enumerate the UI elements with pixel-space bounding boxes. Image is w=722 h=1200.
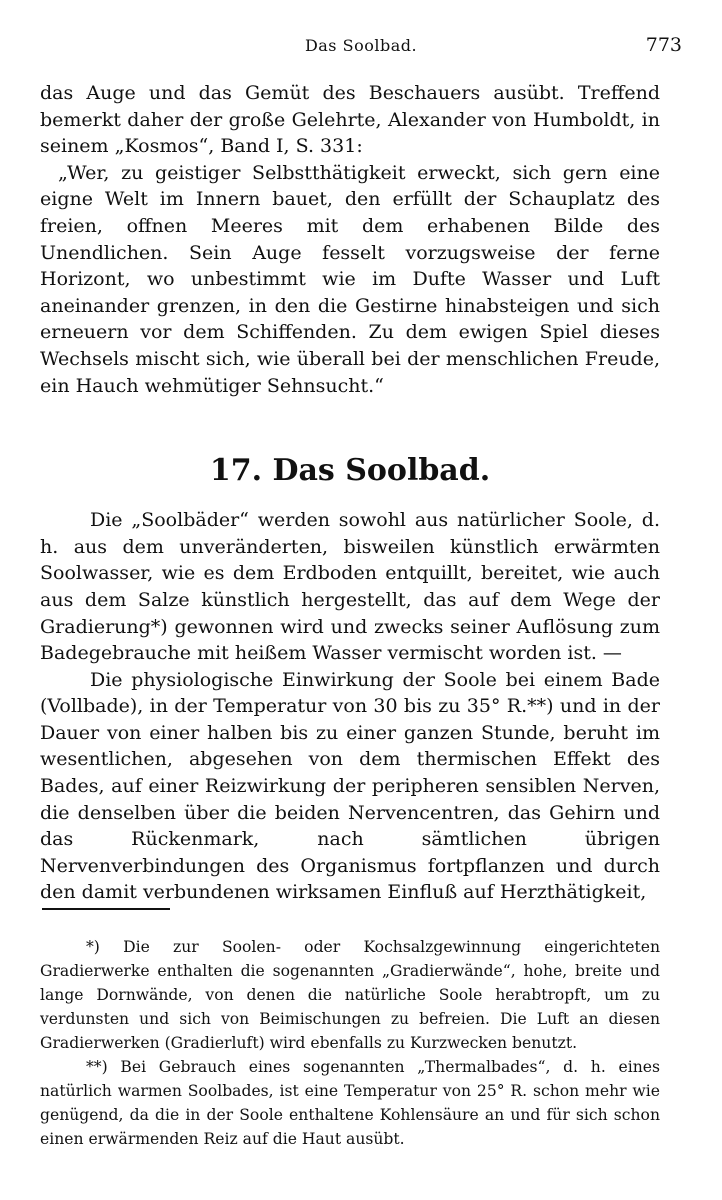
footnote: **) Bei Gebrauch eines sogenannten „Thermalbades“, d. h. eines natürlich warmen Soolbades, ist eine Temperatur von 25° R. schon mehr wie genügend, da die in der Soole enthaltene Kohlensäure an und für sich schon einen erwärmenden Reiz auf die Haut ausübt. [40,1058,660,1148]
body-text [40,80,660,906]
footnote: *) Die zur Soolen- oder Kochsalzgewinnung eingerichteten Gradierwerke enthalten die sogenannten „Gradierwände“, hohe, breite und lange Dornwände, von denen die natürliche Soole herabtropft, um zu verdunsten und sich von Beimischungen zu befreien. Die Luft an diesen Gradierwerken (Gradierluft) wird ebenfalls zu Kurzwecken benutzt. [40,938,660,1052]
footnote-divider [42,908,170,910]
section-paragraph: Die physiologische Einwirkung der Soole bei einem Bade (Vollbade), in der Temperatur von 30 bis zu 35° R.**) und in der Dauer von einer halben bis zu einer ganzen Stunde, beruht im wesentlichen, abgesehen von dem thermischen Effekt des Bades, auf einer Reizwirkung der peripheren sensiblen Nerven, die denselben über die beiden Nervencentren, das Gehirn und das Rückenmark, nach sämtlichen übrigen Nervenverbindungen des Organismus fortpflanzen und durch den damit verbundenen wirksamen Einfluß auf Herzthätigkeit, [40,668,660,904]
humboldt-quote: „Wer, zu geistiger Selbstthätigkeit erweckt, sich gern eine eigne Welt im Innern bauet, den erfüllt der Schauplatz des freien, offnen Meeres mit dem erhabenen Bilde des Unendlichen. Sein Auge fesselt vorzugsweise der ferne Horizont, wo unbestimmt wie im Dufte Wasser und Luft aneinander grenzen, in den die Gestirne hinabsteigen und sich erneuern vor dem Schiffenden. Zu dem ewigen Spiel dieses Wechsels mischt sich, wie überall bei der menschlichen Freude, ein Hauch wehmütiger Sehnsucht.“ [40,161,660,397]
intro-paragraph: das Auge und das Gemüt des Beschauers ausübt. Treffend bemerkt daher der große Gelehrte, Alexander von Humboldt, in seinem „Kosmos“, Band I, S. 331: [40,82,660,158]
page-number: 773 [645,34,682,56]
section-heading: 17. Das Soolbad. [209,453,491,489]
footnotes [40,935,660,1151]
running-title: Das Soolbad. [304,36,418,55]
running-head [40,34,682,60]
section-paragraph: Die „Soolbäder“ werden sowohl aus natürlicher Soole, d. h. aus dem unveränderten, bisweilen künstlich erwärmten Soolwasser, wie es dem Erdboden entquillt, bereitet, wie auch aus dem Salze künstlich hergestellt, das auf dem Wege der Gradierung*) gewonnen wird und zwecks seiner Auflösung zum Badegebrauche mit heißem Wasser vermischt worden ist. — [40,509,660,665]
